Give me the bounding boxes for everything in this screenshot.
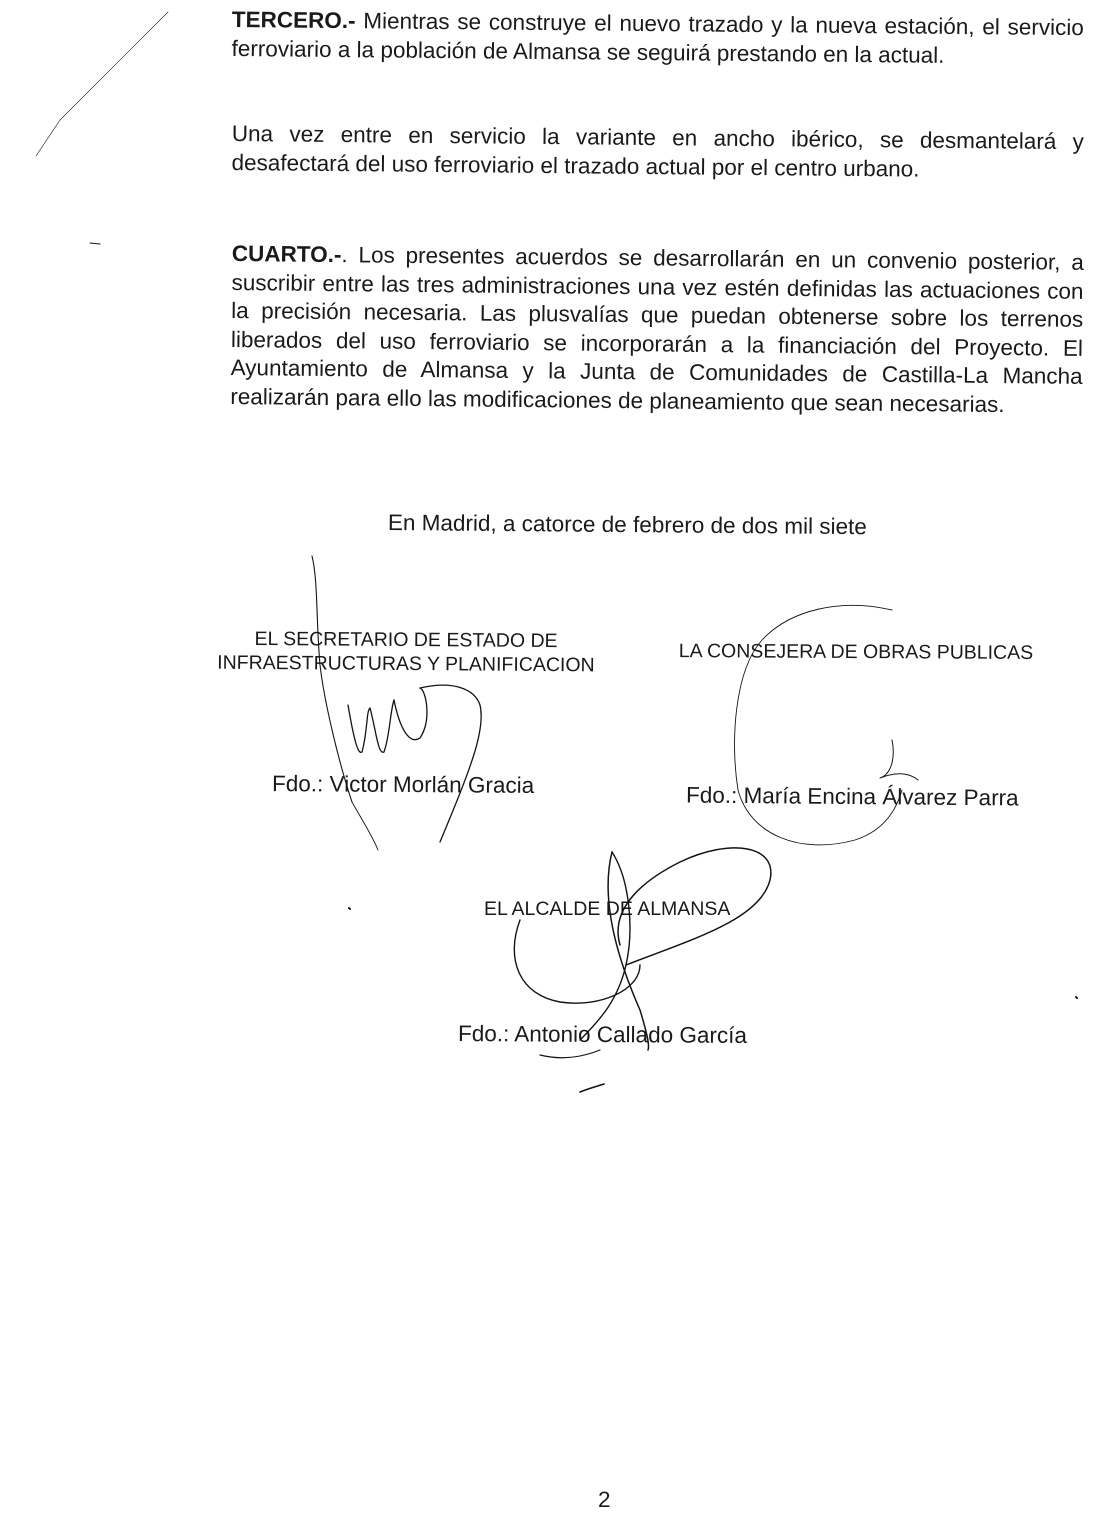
clause-tercero-text: Mientras se construye el nuevo trazado y la nueva estación, el servicio ferroviario a la población de Almansa se seguirá prestando en la actual. [231,8,1084,68]
signature-stroke [312,556,352,802]
clause-tercero-heading: TERCERO.- [231,6,356,34]
signature-stroke [514,920,640,1003]
clause-tercero-continuation: Una vez entre en servicio la variante en ancho ibérico, se desmantelará y desafectará del uso ferroviario el trazado actual por el centro urbano. [231,120,1084,182]
signature-stroke [394,688,427,740]
signatory-left-role-line1: EL SECRETARIO DE ESTADO DE [254,627,558,653]
signature-stroke [352,802,378,850]
scan-dot [90,243,100,244]
signature-stroke [348,700,394,752]
signatory-left-role [196,627,616,678]
signatory-mayor-name: Fdo.: Antonio Callado García [457,1020,748,1049]
signatory-left-name: Fdo.: Victor Morlán Gracia [271,771,535,798]
scan-streak [60,12,168,120]
clause-cuarto-text: . Los presentes acuerdos se desarrollarán en un convenio posterior, a suscribir entre las tres administraciones una vez estén definidas las actuaciones con la precisión necesaria. Las plusvalías que puedan obtenerse sobre los terrenos liberados del uso ferroviario se incorporarán a la financiación del Proyecto. El Ayuntamiento de Almansa y la Junta de Comunidades de Castilla-La Mancha realizarán para ello las modificaciones de planeamiento que sean necesarias. [230,242,1084,417]
signatory-mayor-role: EL ALCALDE DE ALMANSA [484,898,731,920]
signature-stroke [540,1050,600,1058]
signature-stroke [880,740,918,780]
signatory-right-role: LA CONSEJERA DE OBRAS PUBLICAS [678,640,1034,664]
signature-stroke [608,852,648,1050]
clause-cuarto-heading: CUARTO.- [231,240,342,268]
scan-streak [36,120,60,156]
scan-dot [1076,997,1077,998]
scan-dot [349,908,350,909]
signatory-right-name: Fdo.: María Encina Álvarez Parra [685,782,1019,811]
signature-stroke [580,852,630,1040]
signature-morlan [312,556,481,850]
place-date: En Madrid, a catorce de febrero de dos mil siete [387,510,867,540]
clause-cuarto [230,240,1084,420]
signature-callado [514,848,771,1092]
signature-stroke [580,1084,604,1092]
signature-stroke [420,685,481,842]
page-number: 2 [598,1487,611,1512]
signatory-left-role-line2: INFRAESTRUCTURAS Y PLANIFICACION [217,651,595,677]
clause-tercero [231,6,1084,71]
